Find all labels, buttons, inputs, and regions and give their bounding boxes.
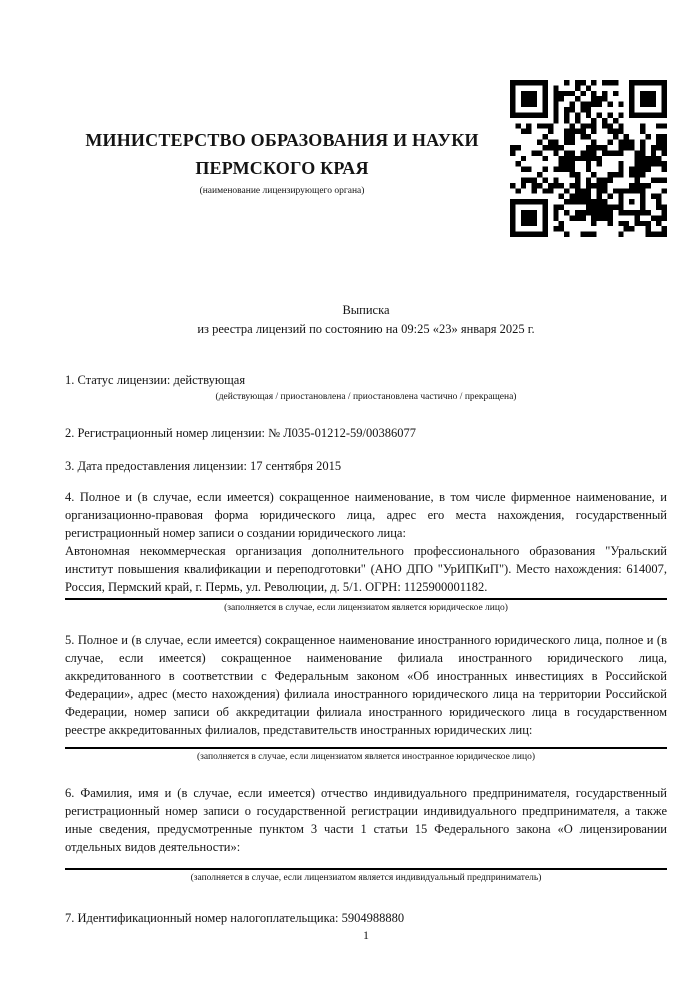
extract-title-line1: Выписка (342, 303, 390, 317)
legal-entity-value: Автономная некоммерческая организация дополнительного профессионального образования "Уральский институт повышения квалификации и переподготовки" (АНО ДПО "УрИПКиП"). Место нахождения: 614007, Россия, Пермский край, г. Пермь, ул. Революции, д. 5/1. ОГРН: 1125900001182. (65, 544, 667, 594)
extract-title-line2: из реестра лицензий по состоянию на 09:25 «23» января 2025 г. (197, 322, 535, 336)
legal-entity-caption: (заполняется в случае, если лицензиатом является юридическое лицо) (224, 603, 508, 613)
qr-code-icon (510, 80, 667, 237)
individual-entrepreneur-caption: (заполняется в случае, если лицензиатом является индивидуальный предприниматель) (190, 873, 542, 883)
registration-number-line: 2. Регистрационный номер лицензии: № Л035-01212-59/00386077 (65, 426, 416, 440)
extract-title (65, 301, 667, 339)
license-status-line: 1. Статус лицензии: действующая (65, 373, 246, 387)
legal-entity-underline (65, 598, 667, 600)
licensing-authority-block (65, 80, 499, 196)
taxpayer-id-line: 7. Идентификационный номер налогоплательщика: 5904988880 (65, 911, 405, 925)
ministry-name-line2: ПЕРМСКОГО КРАЯ (195, 158, 369, 178)
foreign-entity-underline (65, 747, 667, 749)
document-header (65, 80, 667, 237)
license-grant-date-line: 3. Дата предоставления лицензии: 17 сентября 2015 (65, 459, 342, 473)
foreign-entity-label: 5. Полное и (в случае, если имеется) сокращенное наименование иностранного юридического лица, полное и (в случае, если имеется) сокращенное наименование филиала иностранного юридического лица, аккредитованного в соответствии с Федеральным законом «Об иностранных инвестициях в Российской Федерации», адрес (место нахождения) филиала иностранного юридического лица на территории Российской Федерации, номер записи об аккредитации филиала иностранного юридического лица в государственном реестре аккредитованных филиалов, представительств иностранных юридических лиц: (65, 633, 667, 737)
foreign-entity-caption: (заполняется в случае, если лицензиатом является иностранное юридическое лицо) (197, 752, 535, 762)
individual-entrepreneur-label: 6. Фамилия, имя и (в случае, если имеется) отчество индивидуального предпринимателя, государственный регистрационный номер записи о государственной регистрации индивидуального предпринимателя, а также иные сведения, предусмотренные пунктом 3 части 1 статьи 15 Федерального закона «О лицензировании отдельных видов деятельности»: (65, 786, 667, 854)
legal-entity-label: 4. Полное и (в случае, если имеется) сокращенное наименование, в том числе фирменное наименование, и организационно-правовая форма юридического лица, адрес его места нахождения, государственный регистрационный номер записи о создании юридического лица: (65, 490, 667, 540)
licensing-authority-caption: (наименование лицензирующего органа) (199, 186, 365, 196)
individual-entrepreneur-underline (65, 868, 667, 870)
page-number: 1 (363, 928, 369, 942)
license-status-caption: (действующая / приостановлена / приостановлена частично / прекращена) (215, 392, 517, 402)
ministry-name-line1: МИНИСТЕРСТВО ОБРАЗОВАНИЯ И НАУКИ (85, 130, 479, 150)
extract-items (65, 371, 667, 927)
